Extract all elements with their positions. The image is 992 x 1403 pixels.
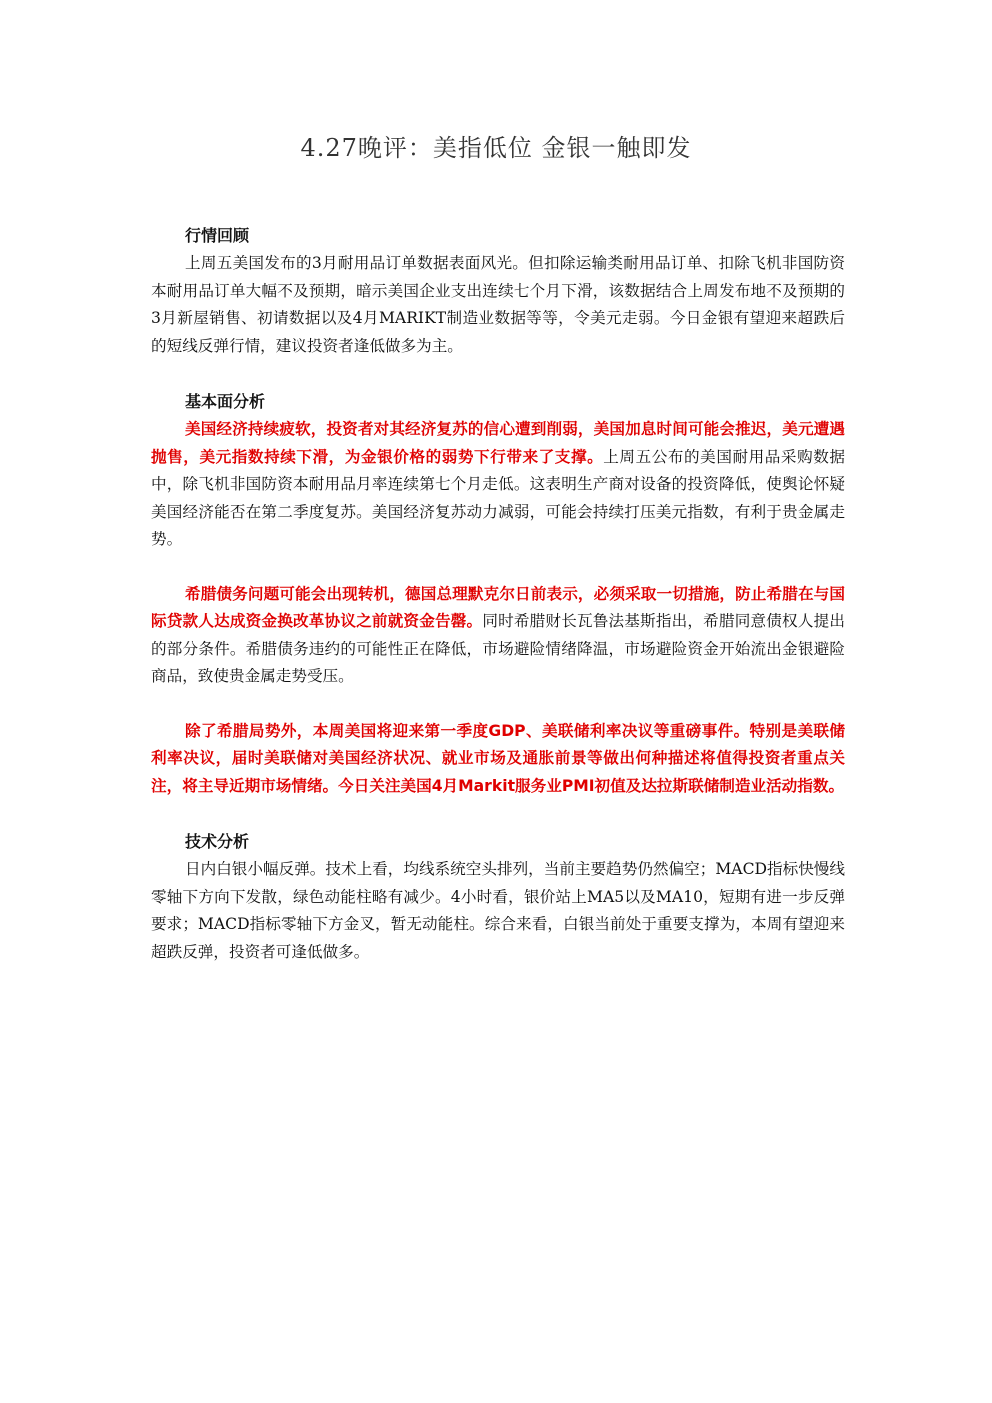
body-text: 上周五公布的美国耐用品采购数据中，除飞机非国防资本耐用品月率连续第七个月走低。这表明生产商对设备的投资降低，使舆论怀疑美国经济能否在第二季度复苏。美国经济复苏动力减弱，可能会持续打压美元指数，有利于贵金属走势。 [151, 447, 845, 548]
section-market-review [151, 222, 845, 360]
body-text: 同时希腊财长瓦鲁法基斯指出，希腊同意债权人提出的部分条件。希腊债务违约的可能性正在降低，市场避险情绪降温，市场避险资金开始流出金银避险商品，致使贵金属走势受压。 [151, 612, 845, 685]
paragraph-technical: 日内白银小幅反弹。技术上看，均线系统空头排列，当前主要趋势仍然偏空；MACD指标快慢线零轴下方向下发散，绿色动能柱略有减少。4小时看，银价站上MA5以及MA10，短期有进一步反弹要求；MACD指标零轴下方金叉，暂无动能柱。综合来看，白银当前处于重要支撑为，本周有望迎来超跌反弹，投资者可逢低做多。 [151, 860, 845, 961]
section-heading-technical: 技术分析 [185, 832, 250, 851]
paragraph-market-review: 上周五美国发布的3月耐用品订单数据表面风光。但扣除运输类耐用品订单、扣除飞机非国防资本耐用品订单大幅不及预期，暗示美国企业支出连续七个月下滑，该数据结合上周发布地不及预期的3月新屋销售、初请数据以及4月MARIKT制造业数据等等，令美元走弱。今日金银有望迎来超跌后的短线反弹行情，建议投资者逢低做多为主。 [151, 254, 845, 355]
section-heading-market-review: 行情回顾 [185, 226, 250, 245]
spacer [151, 691, 845, 718]
spacer [151, 360, 845, 388]
section-heading-fundamental: 基本面分析 [185, 392, 266, 411]
highlight-text: 希腊债务问题可能会出现转机，德国总理默克尔日前表示，必须采取一切措施，防止希腊在与国际贷款人达成资金换改革协议之前就资金告罄。 [151, 584, 845, 630]
paragraph-fundamental-3: 除了希腊局势外，本周美国将迎来第一季度GDP、美联储利率决议等重磅事件。特别是美联储利率决议，届时美联储对美国经济状况、就业市场及通胀前景等做出何种描述将值得投资者重点关注，将主导近期市场情绪。今日关注美国4月Markit服务业PMI初值及达拉斯联储制造业活动指数。 [151, 721, 845, 795]
paragraph-fundamental-2 [151, 581, 845, 691]
spacer [151, 800, 845, 828]
paragraph-fundamental-1 [151, 416, 845, 554]
document-title: 4.27晚评：美指低位 金银一触即发 [300, 134, 692, 162]
section-fundamental-analysis [151, 388, 845, 800]
section-technical-analysis [151, 828, 845, 966]
spacer [151, 554, 845, 581]
document-body [151, 222, 845, 966]
highlight-text: 美国经济持续疲软，投资者对其经济复苏的信心遭到削弱，美国加息时间可能会推迟，美元遭遇抛售，美元指数持续下滑，为金银价格的弱势下行带来了支撑。 [151, 420, 845, 466]
